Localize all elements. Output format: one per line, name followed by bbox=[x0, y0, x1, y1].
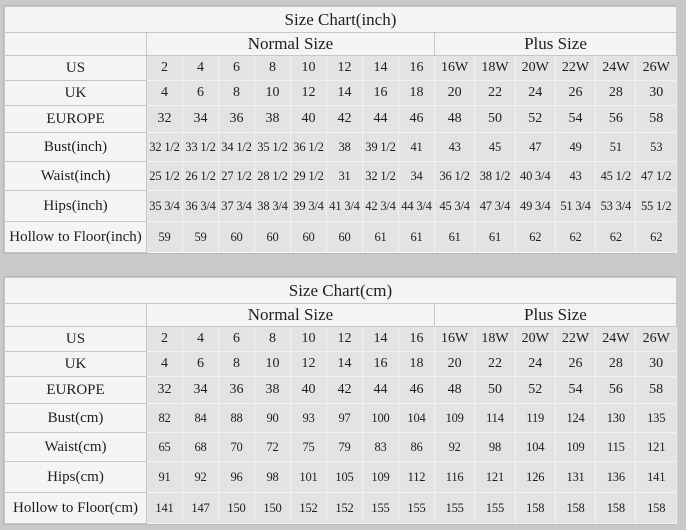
size-cell: 4 bbox=[147, 352, 183, 377]
size-cell: 32 bbox=[147, 106, 183, 133]
size-cell: 68 bbox=[183, 433, 219, 462]
size-cell: 58 bbox=[636, 377, 676, 404]
row-label: Waist(cm) bbox=[5, 433, 147, 462]
size-cell: 44 bbox=[363, 377, 399, 404]
size-cell: 6 bbox=[219, 56, 255, 81]
size-cell: 40 bbox=[291, 106, 327, 133]
size-cell: 49 3/4 bbox=[515, 191, 555, 222]
size-cell: 22 bbox=[475, 352, 515, 377]
size-cell: 47 3/4 bbox=[475, 191, 515, 222]
size-cell: 42 bbox=[327, 106, 363, 133]
row-label: Bust(inch) bbox=[5, 133, 147, 162]
row-label: Hips(cm) bbox=[5, 462, 147, 493]
size-cell: 38 bbox=[327, 133, 363, 162]
size-cell: 47 bbox=[515, 133, 555, 162]
size-cell: 34 bbox=[399, 162, 435, 191]
size-cell: 34 bbox=[183, 106, 219, 133]
size-cell: 98 bbox=[255, 462, 291, 493]
size-cell: 34 1/2 bbox=[219, 133, 255, 162]
size-cell: 152 bbox=[327, 493, 363, 524]
size-cell: 155 bbox=[475, 493, 515, 524]
size-cell: 18 bbox=[399, 352, 435, 377]
size-cell: 26 1/2 bbox=[183, 162, 219, 191]
size-cell: 114 bbox=[475, 404, 515, 433]
size-cell: 28 1/2 bbox=[255, 162, 291, 191]
plus-size-header: Plus Size bbox=[435, 304, 677, 327]
size-cell: 62 bbox=[636, 222, 676, 253]
table-row bbox=[5, 222, 677, 253]
size-cell: 48 bbox=[435, 377, 475, 404]
size-cell: 49 bbox=[555, 133, 595, 162]
size-cell: 43 bbox=[435, 133, 475, 162]
size-cell: 26 bbox=[555, 352, 595, 377]
size-cell: 31 bbox=[327, 162, 363, 191]
size-cell: 16 bbox=[363, 352, 399, 377]
size-cell: 8 bbox=[219, 81, 255, 106]
size-cell: 121 bbox=[636, 433, 676, 462]
size-cell: 141 bbox=[636, 462, 676, 493]
size-cell: 96 bbox=[219, 462, 255, 493]
size-cell: 61 bbox=[435, 222, 475, 253]
size-cell: 16W bbox=[435, 327, 475, 352]
size-cell: 10 bbox=[255, 81, 291, 106]
size-cell: 83 bbox=[363, 433, 399, 462]
size-cell: 12 bbox=[327, 327, 363, 352]
size-cell: 14 bbox=[363, 327, 399, 352]
size-cell: 14 bbox=[363, 56, 399, 81]
size-cell: 158 bbox=[555, 493, 595, 524]
size-cell: 32 1/2 bbox=[363, 162, 399, 191]
row-label: UK bbox=[5, 352, 147, 377]
table-row bbox=[5, 352, 677, 377]
size-cell: 88 bbox=[219, 404, 255, 433]
size-cell: 53 3/4 bbox=[596, 191, 636, 222]
size-cell: 20 bbox=[435, 352, 475, 377]
row-label: Bust(cm) bbox=[5, 404, 147, 433]
size-cell: 51 3/4 bbox=[555, 191, 595, 222]
size-cell: 44 bbox=[363, 106, 399, 133]
size-cell: 36 3/4 bbox=[183, 191, 219, 222]
size-cell: 126 bbox=[515, 462, 555, 493]
size-table bbox=[4, 6, 677, 253]
size-cell: 6 bbox=[183, 352, 219, 377]
size-cell: 109 bbox=[363, 462, 399, 493]
size-cell: 104 bbox=[399, 404, 435, 433]
size-cell: 93 bbox=[291, 404, 327, 433]
size-cell: 121 bbox=[475, 462, 515, 493]
size-cell: 10 bbox=[291, 327, 327, 352]
size-table bbox=[4, 277, 677, 524]
size-cell: 84 bbox=[183, 404, 219, 433]
size-cell: 62 bbox=[515, 222, 555, 253]
size-cell: 32 1/2 bbox=[147, 133, 183, 162]
table-row bbox=[5, 377, 677, 404]
size-cell: 65 bbox=[147, 433, 183, 462]
size-cell: 42 bbox=[327, 377, 363, 404]
size-cell: 12 bbox=[327, 56, 363, 81]
size-cell: 14 bbox=[327, 352, 363, 377]
size-cell: 59 bbox=[147, 222, 183, 253]
size-cell: 20W bbox=[515, 56, 555, 81]
size-cell: 116 bbox=[435, 462, 475, 493]
size-cell: 58 bbox=[636, 106, 676, 133]
table-row bbox=[5, 133, 677, 162]
size-cell: 26W bbox=[636, 327, 676, 352]
plus-size-header: Plus Size bbox=[435, 33, 677, 56]
size-cell: 115 bbox=[596, 433, 636, 462]
size-cell: 61 bbox=[363, 222, 399, 253]
size-cell: 101 bbox=[291, 462, 327, 493]
row-label: Hollow to Floor(cm) bbox=[5, 493, 147, 524]
size-cell: 36 bbox=[219, 106, 255, 133]
size-cell: 8 bbox=[255, 327, 291, 352]
size-cell: 62 bbox=[596, 222, 636, 253]
size-cell: 112 bbox=[399, 462, 435, 493]
size-cell: 48 bbox=[435, 106, 475, 133]
size-cell: 4 bbox=[183, 56, 219, 81]
size-cell: 26 bbox=[555, 81, 595, 106]
size-cell: 136 bbox=[596, 462, 636, 493]
row-label: EUROPE bbox=[5, 106, 147, 133]
size-cell: 18 bbox=[399, 81, 435, 106]
size-cell: 97 bbox=[327, 404, 363, 433]
size-cell: 16 bbox=[399, 327, 435, 352]
title-row bbox=[5, 278, 677, 304]
size-cell: 92 bbox=[435, 433, 475, 462]
group-header-row bbox=[5, 33, 677, 56]
size-cell: 55 1/2 bbox=[636, 191, 676, 222]
size-cell: 75 bbox=[291, 433, 327, 462]
size-cell: 60 bbox=[327, 222, 363, 253]
size-cell: 36 bbox=[219, 377, 255, 404]
size-cell: 59 bbox=[183, 222, 219, 253]
size-cell: 109 bbox=[555, 433, 595, 462]
size-cell: 150 bbox=[219, 493, 255, 524]
size-cell: 155 bbox=[363, 493, 399, 524]
size-cell: 4 bbox=[147, 81, 183, 106]
size-cell: 24 bbox=[515, 352, 555, 377]
row-label: US bbox=[5, 56, 147, 81]
size-cell: 150 bbox=[255, 493, 291, 524]
normal-size-header: Normal Size bbox=[147, 304, 435, 327]
table-row bbox=[5, 81, 677, 106]
size-cell: 43 bbox=[555, 162, 595, 191]
size-cell: 10 bbox=[291, 56, 327, 81]
size-cell: 33 1/2 bbox=[183, 133, 219, 162]
size-cell: 30 bbox=[636, 352, 676, 377]
corner-cell bbox=[5, 33, 147, 56]
size-cell: 131 bbox=[555, 462, 595, 493]
size-cell: 35 3/4 bbox=[147, 191, 183, 222]
size-cell: 22 bbox=[475, 81, 515, 106]
size-cell: 86 bbox=[399, 433, 435, 462]
size-cell: 100 bbox=[363, 404, 399, 433]
size-cell: 2 bbox=[147, 327, 183, 352]
size-cell: 12 bbox=[291, 81, 327, 106]
size-cell: 27 1/2 bbox=[219, 162, 255, 191]
size-cell: 158 bbox=[636, 493, 676, 524]
size-cell: 37 3/4 bbox=[219, 191, 255, 222]
size-cell: 30 bbox=[636, 81, 676, 106]
size-cell: 109 bbox=[435, 404, 475, 433]
size-cell: 50 bbox=[475, 377, 515, 404]
size-cell: 141 bbox=[147, 493, 183, 524]
normal-size-header: Normal Size bbox=[147, 33, 435, 56]
size-cell: 56 bbox=[596, 106, 636, 133]
size-cell: 38 bbox=[255, 106, 291, 133]
size-cell: 45 3/4 bbox=[435, 191, 475, 222]
size-cell: 22W bbox=[555, 56, 595, 81]
size-cell: 119 bbox=[515, 404, 555, 433]
size-cell: 56 bbox=[596, 377, 636, 404]
table-row bbox=[5, 56, 677, 81]
size-cell: 32 bbox=[147, 377, 183, 404]
table-row bbox=[5, 493, 677, 524]
corner-cell bbox=[5, 304, 147, 327]
size-cell: 39 1/2 bbox=[363, 133, 399, 162]
size-cell: 29 1/2 bbox=[291, 162, 327, 191]
size-cell: 45 1/2 bbox=[596, 162, 636, 191]
size-cell: 24W bbox=[596, 327, 636, 352]
size-cell: 98 bbox=[475, 433, 515, 462]
table-row bbox=[5, 404, 677, 433]
size-cell: 8 bbox=[255, 56, 291, 81]
size-cell: 41 3/4 bbox=[327, 191, 363, 222]
size-cell: 91 bbox=[147, 462, 183, 493]
size-cell: 22W bbox=[555, 327, 595, 352]
size-chart-cm bbox=[3, 276, 675, 525]
row-label: UK bbox=[5, 81, 147, 106]
row-label: Hips(inch) bbox=[5, 191, 147, 222]
size-cell: 36 1/2 bbox=[291, 133, 327, 162]
size-cell: 147 bbox=[183, 493, 219, 524]
size-cell: 61 bbox=[399, 222, 435, 253]
size-cell: 38 1/2 bbox=[475, 162, 515, 191]
size-cell: 135 bbox=[636, 404, 676, 433]
size-cell: 51 bbox=[596, 133, 636, 162]
size-cell: 18W bbox=[475, 327, 515, 352]
size-cell: 36 1/2 bbox=[435, 162, 475, 191]
size-cell: 54 bbox=[555, 377, 595, 404]
size-cell: 72 bbox=[255, 433, 291, 462]
title-row bbox=[5, 7, 677, 33]
size-cell: 158 bbox=[596, 493, 636, 524]
size-cell: 38 bbox=[255, 377, 291, 404]
size-cell: 92 bbox=[183, 462, 219, 493]
row-label: Hollow to Floor(inch) bbox=[5, 222, 147, 253]
size-cell: 24 bbox=[515, 81, 555, 106]
size-cell: 14 bbox=[327, 81, 363, 106]
size-cell: 28 bbox=[596, 352, 636, 377]
row-label: EUROPE bbox=[5, 377, 147, 404]
size-cell: 24W bbox=[596, 56, 636, 81]
size-cell: 50 bbox=[475, 106, 515, 133]
size-cell: 82 bbox=[147, 404, 183, 433]
size-cell: 28 bbox=[596, 81, 636, 106]
row-label: US bbox=[5, 327, 147, 352]
size-cell: 41 bbox=[399, 133, 435, 162]
size-cell: 2 bbox=[147, 56, 183, 81]
table-row bbox=[5, 462, 677, 493]
size-cell: 35 1/2 bbox=[255, 133, 291, 162]
size-cell: 20W bbox=[515, 327, 555, 352]
size-cell: 52 bbox=[515, 106, 555, 133]
size-cell: 52 bbox=[515, 377, 555, 404]
size-cell: 8 bbox=[219, 352, 255, 377]
table-row bbox=[5, 433, 677, 462]
size-cell: 26W bbox=[636, 56, 676, 81]
size-cell: 18W bbox=[475, 56, 515, 81]
size-cell: 47 1/2 bbox=[636, 162, 676, 191]
size-cell: 4 bbox=[183, 327, 219, 352]
table-title: Size Chart(cm) bbox=[5, 278, 677, 304]
size-cell: 79 bbox=[327, 433, 363, 462]
size-cell: 60 bbox=[219, 222, 255, 253]
size-cell: 42 3/4 bbox=[363, 191, 399, 222]
size-cell: 54 bbox=[555, 106, 595, 133]
size-cell: 104 bbox=[515, 433, 555, 462]
table-row bbox=[5, 191, 677, 222]
size-cell: 34 bbox=[183, 377, 219, 404]
size-cell: 155 bbox=[435, 493, 475, 524]
size-cell: 16 bbox=[399, 56, 435, 81]
size-cell: 6 bbox=[219, 327, 255, 352]
size-cell: 53 bbox=[636, 133, 676, 162]
size-chart-inch bbox=[3, 5, 675, 254]
size-cell: 25 1/2 bbox=[147, 162, 183, 191]
size-cell: 39 3/4 bbox=[291, 191, 327, 222]
size-cell: 44 3/4 bbox=[399, 191, 435, 222]
table-row bbox=[5, 162, 677, 191]
size-cell: 38 3/4 bbox=[255, 191, 291, 222]
size-cell: 90 bbox=[255, 404, 291, 433]
size-cell: 152 bbox=[291, 493, 327, 524]
size-cell: 158 bbox=[515, 493, 555, 524]
size-cell: 16 bbox=[363, 81, 399, 106]
size-cell: 16W bbox=[435, 56, 475, 81]
size-cell: 40 3/4 bbox=[515, 162, 555, 191]
size-cell: 124 bbox=[555, 404, 595, 433]
size-cell: 12 bbox=[291, 352, 327, 377]
table-row bbox=[5, 327, 677, 352]
size-cell: 60 bbox=[255, 222, 291, 253]
size-cell: 130 bbox=[596, 404, 636, 433]
table-body bbox=[5, 327, 677, 524]
size-cell: 6 bbox=[183, 81, 219, 106]
size-cell: 40 bbox=[291, 377, 327, 404]
size-cell: 20 bbox=[435, 81, 475, 106]
table-title: Size Chart(inch) bbox=[5, 7, 677, 33]
size-cell: 70 bbox=[219, 433, 255, 462]
size-cell: 45 bbox=[475, 133, 515, 162]
table-body bbox=[5, 56, 677, 253]
row-label: Waist(inch) bbox=[5, 162, 147, 191]
size-cell: 60 bbox=[291, 222, 327, 253]
size-cell: 105 bbox=[327, 462, 363, 493]
table-row bbox=[5, 106, 677, 133]
size-cell: 10 bbox=[255, 352, 291, 377]
size-cell: 155 bbox=[399, 493, 435, 524]
group-header-row bbox=[5, 304, 677, 327]
size-cell: 46 bbox=[399, 377, 435, 404]
size-cell: 61 bbox=[475, 222, 515, 253]
size-cell: 62 bbox=[555, 222, 595, 253]
size-cell: 46 bbox=[399, 106, 435, 133]
